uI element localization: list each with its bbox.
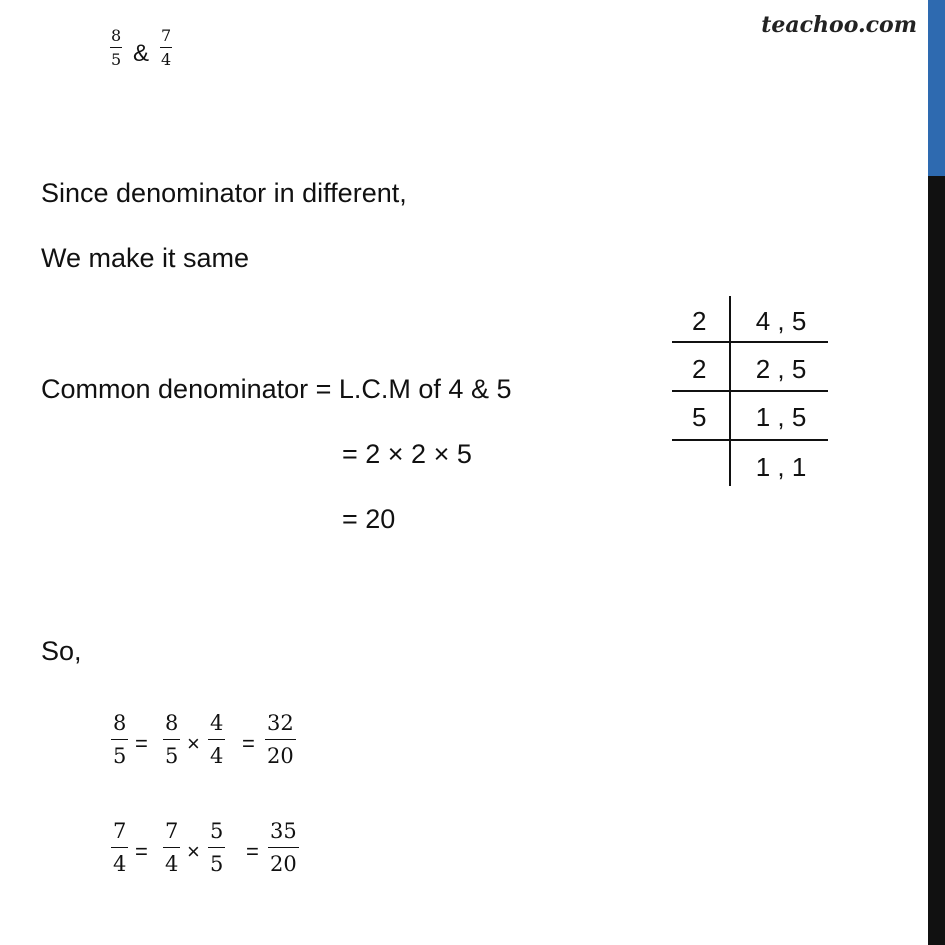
since-line: Since denominator in different, bbox=[41, 178, 407, 208]
lcm-step-product: = 2 × 2 × 5 bbox=[342, 439, 472, 469]
table-divisor: 2 bbox=[692, 354, 707, 384]
table-divisor: 2 bbox=[692, 306, 707, 336]
make-same-line: We make it same bbox=[41, 243, 250, 273]
denominator: 5 bbox=[111, 50, 122, 69]
eq1-fraction-a bbox=[163, 713, 180, 767]
eq2-result-fraction bbox=[268, 821, 299, 875]
eq2-fraction-b bbox=[208, 821, 225, 875]
table-values: 2 , 5 bbox=[755, 354, 807, 384]
table-row-divider bbox=[672, 439, 828, 441]
times-sign: × bbox=[187, 839, 200, 864]
denominator: 4 bbox=[165, 852, 179, 876]
denominator: 20 bbox=[267, 744, 294, 768]
table-row-divider bbox=[672, 390, 828, 392]
vertical-scrollbar[interactable] bbox=[928, 0, 945, 945]
denominator: 5 bbox=[113, 744, 127, 768]
numerator: 5 bbox=[210, 819, 224, 843]
header-fraction-7-4 bbox=[160, 28, 172, 68]
eq2-fraction-a bbox=[163, 821, 180, 875]
numerator: 7 bbox=[113, 819, 127, 843]
denominator: 20 bbox=[270, 852, 297, 876]
numerator: 35 bbox=[270, 819, 297, 843]
numerator: 7 bbox=[161, 26, 172, 45]
denominator: 5 bbox=[165, 744, 179, 768]
equals-sign: = bbox=[135, 731, 148, 756]
numerator: 8 bbox=[113, 711, 127, 735]
eq2-lhs-fraction bbox=[111, 821, 128, 875]
table-row-divider bbox=[672, 341, 828, 343]
eq1-result-fraction bbox=[265, 713, 296, 767]
denominator: 4 bbox=[113, 852, 127, 876]
lcm-step-result: = 20 bbox=[342, 504, 396, 534]
numerator: 8 bbox=[111, 26, 122, 45]
denominator: 4 bbox=[210, 744, 224, 768]
denominator: 4 bbox=[161, 50, 172, 69]
denominator: 5 bbox=[210, 852, 224, 876]
table-values: 1 , 5 bbox=[755, 402, 807, 432]
ampersand: & bbox=[133, 40, 150, 67]
numerator: 7 bbox=[165, 819, 179, 843]
teachoo-logo[interactable]: teachoo.com bbox=[761, 12, 917, 38]
equals-sign: = bbox=[135, 839, 148, 864]
numerator: 32 bbox=[267, 711, 294, 735]
eq1-fraction-b bbox=[208, 713, 225, 767]
equals-sign: = bbox=[242, 731, 255, 756]
numerator: 4 bbox=[210, 711, 224, 735]
header-fraction-8-5 bbox=[110, 28, 122, 68]
eq1-lhs-fraction bbox=[111, 713, 128, 767]
common-denominator-line: Common denominator = L.C.M of 4 & 5 bbox=[41, 374, 512, 404]
table-values: 4 , 5 bbox=[755, 306, 807, 336]
numerator: 8 bbox=[165, 711, 179, 735]
scrollbar-thumb[interactable] bbox=[928, 0, 945, 176]
equals-sign: = bbox=[246, 839, 259, 864]
times-sign: × bbox=[187, 731, 200, 756]
so-line: So, bbox=[41, 636, 82, 666]
lcm-division-table bbox=[672, 296, 828, 486]
table-values: 1 , 1 bbox=[755, 452, 807, 482]
table-divisor: 5 bbox=[692, 402, 707, 432]
